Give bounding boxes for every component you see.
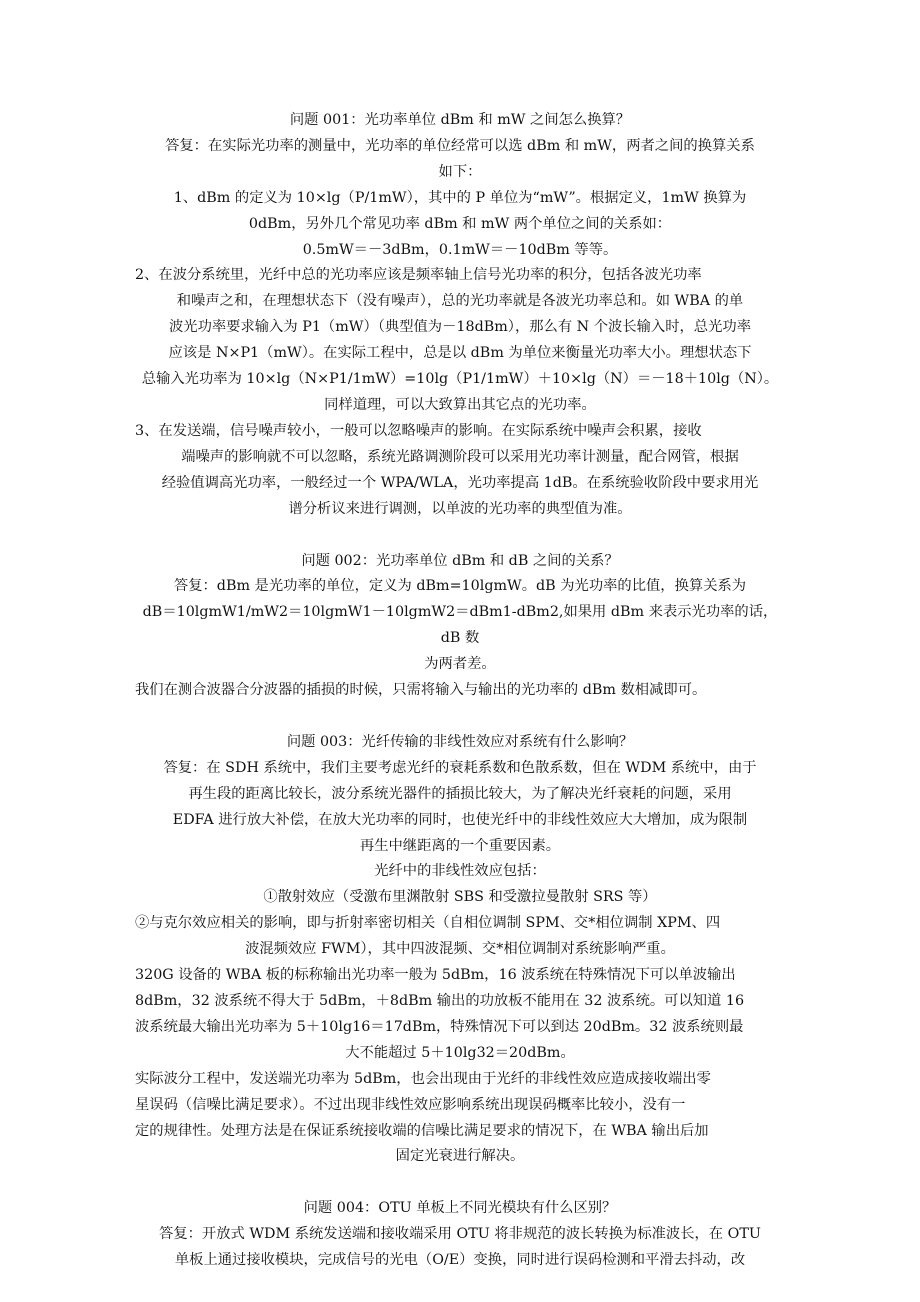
paragraph-line: 答复：dBm 是光功率的单位，定义为 dBm=10lgmW。dB 为光功率的比值，换算关系为 [173, 578, 747, 595]
paragraph-line: 经验值调高光功率，一般经过一个 WPA/WLA，光功率提高 1dB。在系统验收阶段中要求用光 [161, 474, 759, 491]
paragraph-line: 3、在发送端，信号噪声较小，一般可以忽略噪声的影响。在实际系统中噪声会积累，接收 [135, 422, 702, 439]
paragraph-line: 我们在测合波器合分波器的插损的时候，只需将输入与输出的光功率的 dBm 数相减即可。 [135, 682, 707, 699]
paragraph-line: 单板上通过接收模块，完成信号的光电（O/E）变换，同时进行误码检测和平滑去抖动，改 [174, 1252, 746, 1269]
paragraph-line: dB＝10lgmW1/mW2＝10lgmW1－10lgmW2＝dBm1-dBm2,如果用 dBm 来表示光功率的话，dB 数 [142, 604, 778, 647]
paragraph-line: 和噪声之和，在理想状态下（没有噪声），总的光功率就是各波光功率总和。如 WBA 的单 [176, 293, 744, 310]
paragraph-line: 答复：在 SDH 系统中，我们主要考虑光纤的衰耗系数和色散系数，但在 WDM 系统中，由于 [163, 759, 757, 776]
paragraph-line: 8dBm，32 波系统不得大于 5dBm，＋8dBm 输出的功放板不能用在 32 波系统。可以知道 16 [135, 993, 745, 1009]
paragraph-line: 0.5mW＝－3dBm，0.1mW＝－10dBm 等等。 [302, 241, 618, 258]
paragraph-line: 端噪声的影响就不可以忽略，系统光路调测阶段可以采用光功率计测量，配合网管，根据 [181, 448, 739, 465]
paragraph-line: 再生中继距离的一个重要因素。 [359, 837, 561, 854]
section-title: 问题 001：光功率单位 dBm 和 mW 之间怎么换算？ [289, 112, 631, 128]
paragraph-line: 波系统最大输出光功率为 5＋10lg16＝17dBm，特殊情况下可以到达 20dBm。32 波系统则最 [135, 1018, 744, 1035]
paragraph-line: 答复：在实际光功率的测量中，光功率的单位经常可以选 dBm 和 mW，两者之间的换算关系 [165, 137, 755, 154]
paragraph-line: 总输入光功率为 10×lg（N×P1/1mW）=10lg（P1/1mW）＋10×lg（N）＝－18＋10lg（N）。 [141, 371, 779, 388]
paragraph-line: 如下： [438, 163, 482, 180]
paragraph-line: 答复：开放式 WDM 系统发送端和接收端采用 OTU 将非规范的波长转换为标准波长，在 OTU [159, 1226, 761, 1243]
paragraph-line: 0dBm，另外几个常见功率 dBm 和 mW 两个单位之间的关系如： [248, 215, 672, 232]
paragraph-line: 2、在波分系统里，光纤中总的光功率应该是频率轴上信号光功率的积分，包括各波光功率 [135, 267, 702, 284]
paragraph-line: 320G 设备的 WBA 板的标称输出光功率一般为 5dBm，16 波系统在特殊情况下可以单波输出 [135, 967, 736, 984]
paragraph-line: 固定光衰进行解决。 [395, 1148, 525, 1165]
paragraph-line: ①散射效应（受激布里渊散射 SBS 和受激拉曼散射 SRS 等） [263, 889, 657, 906]
paragraph-line: 波光功率要求输入为 P1（mW）（典型值为－18dBm），那么有 N 个波长输入时，总光功率 [168, 319, 751, 336]
paragraph-line: 定的规律性。处理方法是在保证系统接收端的信噪比满足要求的情况下，在 WBA 输出后加 [135, 1122, 709, 1139]
paragraph-line: 星误码（信噪比满足要求）。不过出现非线性效应影响系统出现误码概率比较小，没有一 [135, 1096, 686, 1113]
section-title: 问题 003：光纤传输的非线性效应对系统有什么影响？ [286, 733, 634, 750]
section-title: 问题 002：光功率单位 dBm 和 dB 之间的关系？ [301, 552, 619, 569]
paragraph-line: ②与克尔效应相关的影响，即与折射率密切相关（自相位调制 SPM、交*相位调制 XPM、四 [135, 915, 721, 932]
paragraph-line: EDFA 进行放大补偿，在放大光功率的同时，也使光纤中的非线性效应大大增加，成为限制 [172, 811, 748, 828]
paragraph-line: 实际波分工程中，发送端光功率为 5dBm，也会出现由于光纤的非线性效应造成接收端出零 [135, 1070, 711, 1087]
section-spacer [135, 704, 785, 730]
paragraph-line: 同样道理，可以大致算出其它点的光功率。 [324, 396, 596, 413]
paragraph-line: 大不能超过 5＋10lg32＝20dBm。 [345, 1044, 575, 1061]
paragraph-line: 再生段的距离比较长，波分系统光器件的插损比较大，为了解决光纤衰耗的问题，采用 [188, 785, 732, 802]
paragraph-line: 谱分析议来进行调测，以单波的光功率的典型值为准。 [288, 500, 632, 517]
section-spacer [135, 523, 785, 549]
paragraph-line: 波混频效应 FWM），其中四波混频、交*相位调制对系统影响严重。 [245, 941, 675, 958]
section-title: 问题 004：OTU 单板上不同光模块有什么区别？ [303, 1200, 617, 1217]
paragraph-line: 为两者差。 [424, 656, 496, 673]
paragraph-line: 应该是 N×P1（mW）。在实际工程中，总是以 dBm 为单位来衡量光功率大小。理想状态下 [168, 345, 752, 362]
paragraph-line: 1、dBm 的定义为 10×lg（P/1mW），其中的 P 单位为“mW”。根据定义，1mW 换算为 [173, 189, 747, 206]
document-page [135, 108, 785, 1274]
section-spacer [135, 1170, 785, 1196]
paragraph-line: 光纤中的非线性效应包括： [374, 863, 546, 880]
